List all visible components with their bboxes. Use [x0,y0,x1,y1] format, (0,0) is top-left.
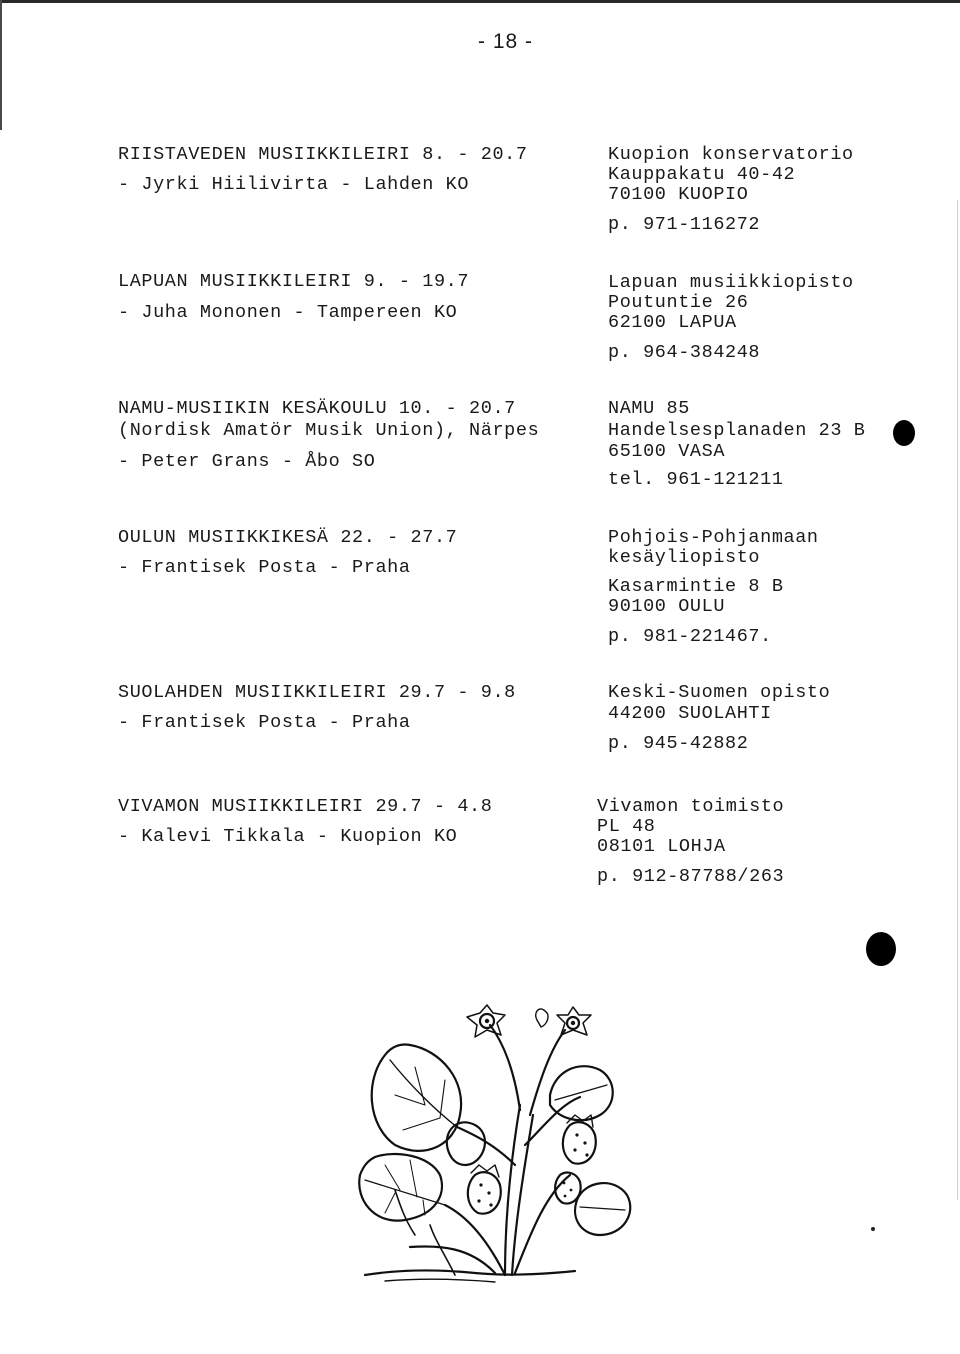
page-edge-left [0,0,2,130]
entry-2-left-line-2: - Peter Grans - Åbo SO [118,451,376,472]
entry-3-right-line-4: p. 981-221467. [608,626,772,647]
entry-4-left-line-0: SUOLAHDEN MUSIIKKILEIRI 29.7 - 9.8 [118,682,516,703]
entry-3-right-line-2: Kasarmintie 8 B [608,576,784,597]
entry-4-right-line-2: p. 945-42882 [608,733,749,754]
binder-hole-mark [893,420,915,446]
entry-5-left-line-0: VIVAMON MUSIIKKILEIRI 29.7 - 4.8 [118,796,493,817]
entry-2-right-line-0: NAMU 85 [608,398,690,419]
entry-1-right-line-2: 62100 LAPUA [608,312,737,333]
entry-0-left-line-0: RIISTAVEDEN MUSIIKKILEIRI 8. - 20.7 [118,144,528,165]
entry-1-right-line-0: Lapuan musiikkiopisto [608,272,854,293]
page-edge-top [0,0,960,3]
entry-0-right-line-1: Kauppakatu 40-42 [608,164,796,185]
entry-3-right-line-0: Pohjois-Pohjanmaan [608,527,819,548]
entry-2-left-line-1: (Nordisk Amatör Musik Union), Närpes [118,420,540,441]
entry-0-right-line-3: p. 971-116272 [608,214,761,235]
entry-0-left-line-1: - Jyrki Hiilivirta - Lahden KO [118,174,470,195]
entry-5-right-line-3: p. 912-87788/263 [597,866,785,887]
entry-1-right-line-3: p. 964-384248 [608,342,761,363]
entry-1-right-line-1: Poutuntie 26 [608,292,749,313]
entry-5-left-line-1: - Kalevi Tikkala - Kuopion KO [118,826,458,847]
entry-5-right-line-1: PL 48 [597,816,656,837]
entry-1-left-line-0: LAPUAN MUSIIKKILEIRI 9. - 19.7 [118,271,470,292]
entry-2-right-line-1: Handelsesplanaden 23 B [608,420,866,441]
entry-4-right-line-1: 44200 SUOLAHTI [608,703,772,724]
entry-5-right-line-0: Vivamon toimisto [597,796,785,817]
entry-2-right-line-3: tel. 961-121211 [608,469,784,490]
page-edge-right [957,200,958,1200]
entry-2-right-line-2: 65100 VASA [608,441,726,462]
ink-speck [871,1227,875,1231]
entry-3-left-line-1: - Frantisek Posta - Praha [118,557,411,578]
entry-3-left-line-0: OULUN MUSIIKKIKESÄ 22. - 27.7 [118,527,458,548]
strawberry-plant-illustration [355,985,655,1295]
strawberry-plant-icon [355,985,655,1295]
entry-5-right-line-2: 08101 LOHJA [597,836,726,857]
punch-hole-mark [866,932,896,966]
entry-0-right-line-0: Kuopion konservatorio [608,144,854,165]
entry-1-left-line-1: - Juha Mononen - Tampereen KO [118,302,458,323]
entry-2-left-line-0: NAMU-MUSIIKIN KESÄKOULU 10. - 20.7 [118,398,516,419]
entry-4-left-line-1: - Frantisek Posta - Praha [118,712,411,733]
entry-3-right-line-1: kesäyliopisto [608,547,761,568]
entry-0-right-line-2: 70100 KUOPIO [608,184,749,205]
entry-3-right-line-3: 90100 OULU [608,596,726,617]
page-number: - 18 - [478,30,534,53]
entry-4-right-line-0: Keski-Suomen opisto [608,682,831,703]
